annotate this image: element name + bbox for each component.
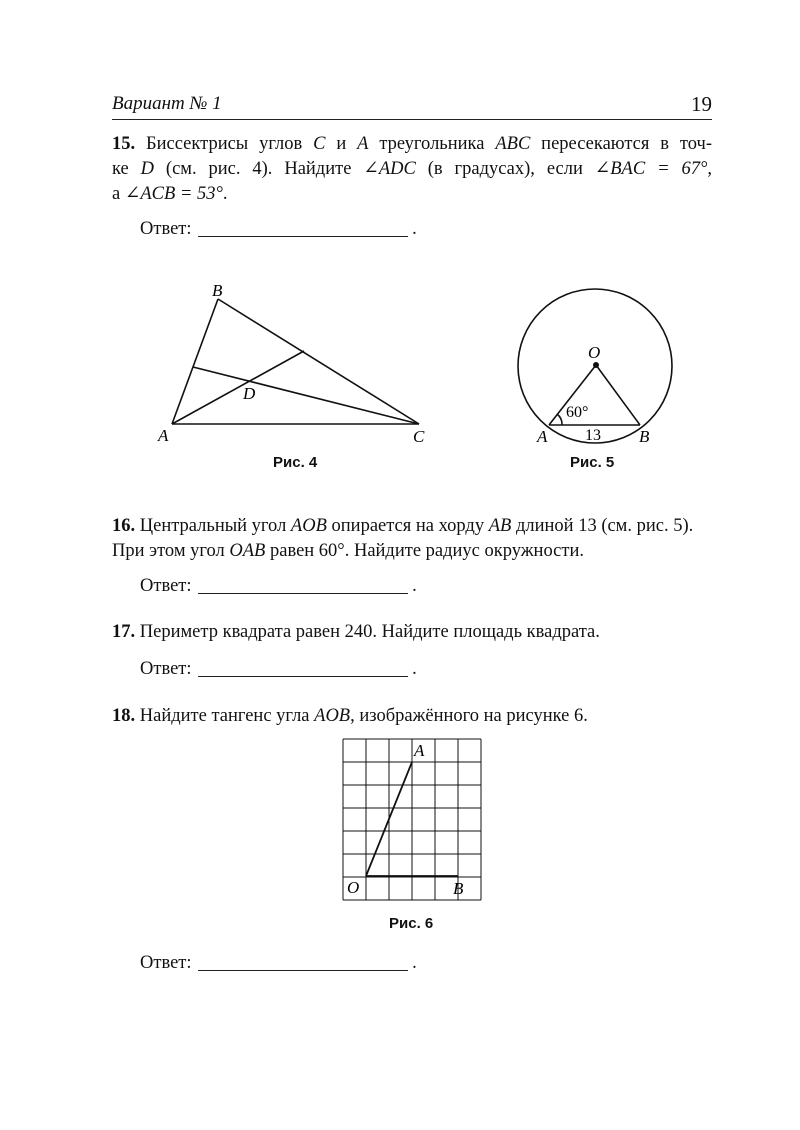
answer-17: Ответ: . — [140, 659, 417, 679]
label-a: A — [414, 741, 425, 760]
figure-6-caption: Рис. 6 — [389, 915, 434, 932]
header-divider — [112, 119, 712, 120]
label-a: A — [158, 426, 169, 445]
angle-arc — [557, 414, 562, 425]
label-d: D — [243, 384, 256, 403]
label-o: O — [347, 878, 360, 897]
bisector-c — [193, 367, 419, 424]
answer-18: Ответ: . — [140, 953, 417, 973]
figure-5 — [510, 288, 680, 448]
angle-label: 60° — [566, 404, 589, 421]
problem-number: 16. — [112, 516, 136, 536]
problem-18: 18. Найдите тангенс угла AOB, изображённого на рисунке 6. — [112, 706, 588, 726]
side-bc — [218, 299, 419, 424]
radius-ob — [596, 365, 640, 425]
problem-15: 15. Биссектрисы углов C и A треугольника ABC пересекаются в точ- ке D (см. рис. 4). Найдите ∠ADC (в градусах), если ∠BAC = 67°, а ∠ACB = 53°. — [112, 134, 712, 204]
problem-number: 17. — [112, 622, 136, 642]
figure-6 — [336, 732, 486, 904]
problem-16: 16. Центральный угол AOB опирается на хорду AB длиной 13 (см. рис. 5). При этом угол OAB равен 60°. Найдите радиус окружности. — [112, 516, 694, 561]
center-point — [593, 362, 599, 368]
figure-4-caption: Рис. 4 — [273, 454, 318, 471]
label-o: O — [588, 343, 601, 362]
label-c: C — [413, 427, 425, 446]
answer-label: Ответ: — [140, 576, 192, 596]
answer-label: Ответ: — [140, 659, 192, 679]
answer-field[interactable] — [198, 660, 408, 677]
answer-label: Ответ: — [140, 953, 192, 973]
answer-field[interactable] — [198, 954, 408, 971]
answer-16: Ответ: . — [140, 576, 417, 596]
answer-15: Ответ: . — [140, 219, 417, 239]
variant-title: Вариант № 1 — [112, 93, 222, 114]
figure-4 — [150, 278, 440, 448]
page-number: 19 — [691, 92, 712, 116]
label-b: B — [639, 427, 650, 446]
label-a: A — [537, 427, 548, 446]
answer-field[interactable] — [198, 577, 408, 594]
answer-field[interactable] — [198, 220, 408, 237]
side-ab — [172, 299, 218, 424]
bisector-a — [172, 351, 304, 424]
figure-5-caption: Рис. 5 — [570, 454, 615, 471]
label-b: B — [453, 879, 464, 898]
chord-label: 13 — [585, 427, 601, 444]
label-b: B — [212, 281, 223, 300]
problem-17: 17. Периметр квадрата равен 240. Найдите площадь квадрата. — [112, 622, 600, 642]
answer-label: Ответ: — [140, 219, 192, 239]
problem-number: 15. — [112, 134, 136, 154]
problem-number: 18. — [112, 706, 136, 726]
